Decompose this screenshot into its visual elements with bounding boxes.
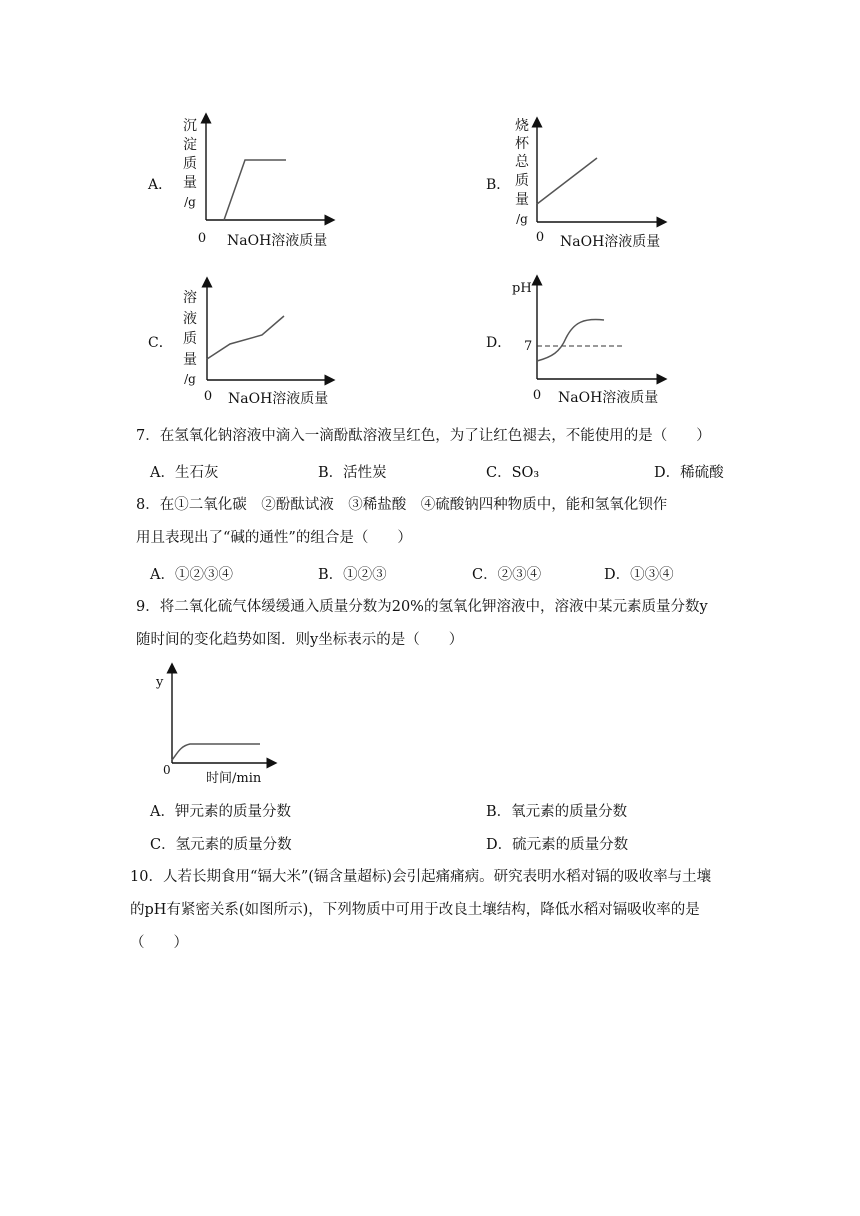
ylabel-a-3: 质 — [183, 156, 197, 172]
ylabel-b-2: 杯 — [515, 136, 529, 152]
ylabel-c-3: 质 — [183, 331, 197, 347]
option-c-letter: C． — [148, 335, 173, 351]
origin-b: 0 — [535, 230, 545, 245]
q8-stem-line1: 8．在①二氧化碳 ②酚酞试液 ③稀盐酸 ④硫酸钠四种物质中，能和氢氧化钡作 — [136, 497, 668, 513]
ylabel-a-5: /g — [184, 195, 196, 209]
q9-option-d[interactable]: D．硫元素的质量分数 — [486, 837, 629, 853]
q9-option-b[interactable]: B．氧元素的质量分数 — [486, 804, 628, 820]
option-a-letter: A． — [148, 177, 173, 193]
option-b-letter: B． — [486, 177, 511, 193]
ylabel-b-4: 质 — [515, 173, 529, 189]
ylabel-b-5: 量 — [515, 192, 529, 208]
origin-c: 0 — [203, 389, 213, 404]
q8-option-a[interactable]: A．①②③④ — [150, 567, 233, 583]
ylabel-b-3: 总 — [515, 154, 529, 170]
xlabel-b: NaOH溶液质量 — [560, 234, 661, 250]
ylabel-b-6: /g — [516, 212, 528, 226]
q7-option-b[interactable]: B．活性炭 — [318, 465, 387, 481]
q8-option-d[interactable]: D．①③④ — [604, 567, 674, 583]
q9-stem-line1: 9．将二氧化硫气体缓缓通入质量分数为20%的氢氧化钾溶液中，溶液中某元素质量分数y — [136, 599, 708, 615]
graph-d — [504, 272, 674, 412]
ylabel-a-4: 量 — [183, 175, 197, 191]
graph-c — [170, 276, 340, 416]
q7-option-a[interactable]: A．生石灰 — [150, 465, 219, 481]
q7-option-c[interactable]: C．SO₃ — [486, 465, 540, 481]
xlabel-c: NaOH溶液质量 — [228, 391, 329, 407]
origin-d: 0 — [532, 388, 542, 403]
q9-curve — [172, 744, 260, 760]
tick-7: 7 — [524, 339, 533, 354]
q9-option-a[interactable]: A．钾元素的质量分数 — [150, 804, 291, 820]
xlabel-a: NaOH溶液质量 — [227, 233, 328, 249]
curve-c — [207, 316, 284, 359]
curve-b — [537, 158, 597, 204]
q8-option-c[interactable]: C．②③④ — [472, 567, 542, 583]
curve-a — [224, 160, 286, 220]
q9-graph — [150, 660, 280, 790]
q9-stem-line2: 随时间的变化趋势如图．则y坐标表示的是（ ） — [136, 632, 464, 648]
ylabel-c-5: /g — [184, 372, 196, 386]
origin-a: 0 — [197, 231, 207, 246]
q8-stem-line2: 用且表现出了“碱的通性”的组合是（ ） — [136, 530, 412, 546]
option-d-letter: D． — [486, 335, 512, 351]
q7-stem: 7．在氢氧化钠溶液中滴入一滴酚酞溶液呈红色，为了让红色褪去，不能使用的是（ ） — [136, 428, 711, 444]
ylabel-b-1: 烧 — [515, 118, 529, 134]
graph-b — [504, 110, 674, 250]
ylabel-c-1: 溶 — [183, 290, 197, 306]
q9-option-c[interactable]: C．氢元素的质量分数 — [150, 837, 292, 853]
ylabel-a-2: 淀 — [183, 137, 197, 153]
curve-d — [537, 320, 604, 361]
graph-a — [170, 110, 340, 250]
q8-option-b[interactable]: B．①②③ — [318, 567, 387, 583]
q9-xlabel: 时间/min — [206, 771, 262, 786]
q9-origin: 0 — [163, 763, 171, 777]
xlabel-d: NaOH溶液质量 — [558, 390, 659, 406]
q9-ylabel: y — [156, 675, 164, 690]
q10-stem-line1: 10．人若长期食用“镉大米”(镉含量超标)会引起痛痛病。研究表明水稻对镉的吸收率与土壤 — [130, 869, 712, 885]
ylabel-c-2: 液 — [183, 311, 197, 327]
ylabel-a-1: 沉 — [183, 118, 197, 134]
ylabel-d: pH — [512, 281, 532, 296]
ylabel-c-4: 量 — [183, 352, 197, 368]
q10-stem-line2: 的pH有紧密关系(如图所示)，下列物质中可用于改良土壤结构，降低水稻对镉吸收率的是 — [130, 902, 700, 918]
q7-option-d[interactable]: D．稀硫酸 — [654, 465, 724, 481]
q10-stem-line3: （ ） — [130, 935, 188, 951]
